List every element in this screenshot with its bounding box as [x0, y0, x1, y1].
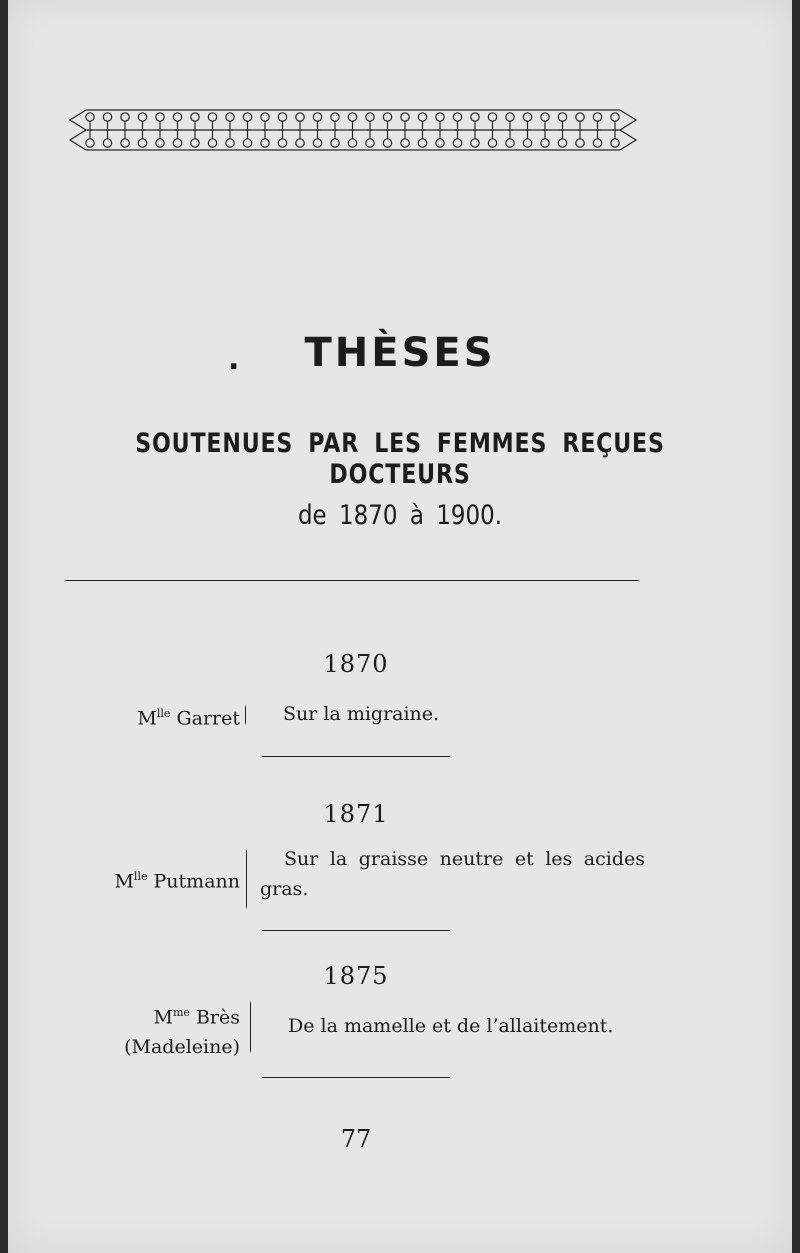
- author-surname: Brès: [195, 1006, 240, 1029]
- year-heading-1875: 1875: [323, 962, 389, 990]
- year-heading-1870: 1870: [323, 650, 389, 678]
- author-title-superscript: lle: [156, 707, 171, 720]
- thesis-line: gras.: [260, 878, 309, 900]
- author-surname: Putmann: [153, 870, 240, 893]
- author-name: [137, 699, 240, 733]
- title-dot: .: [228, 342, 243, 377]
- entry-bracket: [246, 850, 247, 908]
- year-heading-1871: 1871: [323, 800, 389, 828]
- entry-separator: [262, 756, 450, 757]
- page-title: [0, 330, 800, 376]
- author-surname: Garret: [176, 707, 240, 730]
- author-title-superscript: me: [172, 1006, 190, 1019]
- author-title: M: [153, 1006, 173, 1029]
- heading-rule: [65, 580, 639, 581]
- thesis-title: [288, 1011, 613, 1041]
- page-subtitle: SOUTENUES PAR LES FEMMES REÇUES DOCTEURS: [135, 428, 665, 490]
- thesis-title: [260, 844, 645, 904]
- book-page: [8, 0, 792, 1253]
- entry-separator: [262, 1077, 450, 1078]
- page-number: 77: [340, 1125, 372, 1153]
- thesis-line: De la mamelle et de l’allaitement.: [288, 1015, 614, 1037]
- thesis-title: [283, 699, 439, 729]
- date-range: de 1870 à 1900.: [297, 500, 503, 531]
- entry-bracket: [245, 706, 246, 724]
- author-name: [114, 862, 240, 896]
- thesis-line: Sur la graisse neutre et les acides: [284, 848, 645, 870]
- thesis-line: Sur la migraine.: [283, 703, 440, 725]
- author-title: M: [137, 707, 157, 730]
- title-text: THÈSES: [304, 330, 496, 376]
- ornamental-border-band: [68, 100, 638, 160]
- entry-separator: [262, 930, 450, 931]
- entry-bracket: [250, 1002, 251, 1052]
- author-given-name: (Madeleine): [124, 1036, 240, 1059]
- author-name: [124, 998, 240, 1062]
- author-title: M: [114, 870, 134, 893]
- author-title-superscript: lle: [133, 870, 148, 883]
